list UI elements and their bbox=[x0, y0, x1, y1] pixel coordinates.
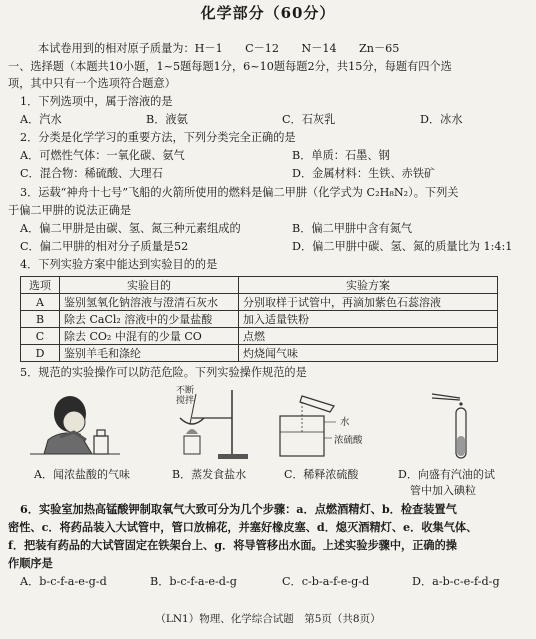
section-header-line1: 一、选择题（本题共10小题，1~5题每题1分，6~10题每题2分，共15分，每题有四个选 bbox=[8, 60, 452, 73]
q2-option-d: D．金属材料：生铁、赤铁矿 bbox=[292, 167, 436, 180]
q6-option-c: C．c-b-a-f-e-g-d bbox=[282, 575, 370, 588]
q3-option-a: A．偏二甲肼是由碳、氢、氮三种元素组成的 bbox=[20, 222, 241, 235]
q2-stem: 2．分类是化学学习的重要方法，下列分类完全正确的是 bbox=[20, 131, 296, 144]
q1-option-d: D．冰水 bbox=[420, 113, 463, 126]
table-cell: A bbox=[21, 294, 60, 311]
table-header-cell: 选项 bbox=[21, 277, 60, 294]
section-header-line2: 项，其中只有一个选项符合题意） bbox=[8, 77, 176, 90]
table-header-row bbox=[21, 277, 498, 294]
table-row bbox=[21, 311, 498, 328]
table-row bbox=[21, 328, 498, 345]
table-cell: 鉴别羊毛和涤纶 bbox=[60, 345, 239, 362]
table-cell: 分别取样于试管中，再滴加紫色石蕊溶液 bbox=[239, 294, 498, 311]
table-header-cell: 实验目的 bbox=[60, 277, 239, 294]
table-cell: 鉴别氢氧化钠溶液与澄清石灰水 bbox=[60, 294, 239, 311]
q6-stem-line1: 6．实验室加热高锰酸钾制取氧气大致可分为几个步骤：a．点燃酒精灯、b．检查装置气 bbox=[20, 502, 457, 516]
q5-caption-c: C．稀释浓硫酸 bbox=[284, 468, 359, 481]
q2-option-a: A．可燃性气体：一氧化碳、氨气 bbox=[20, 149, 185, 162]
q5-caption-b: B．蒸发食盐水 bbox=[172, 468, 247, 481]
q6-stem-line3: f．把装有药品的大试管固定在铁架台上、g．将导管移出水面。上述实验步骤中，正确的操 bbox=[8, 538, 457, 552]
figure-c-label-acid: 浓硫酸 bbox=[334, 435, 363, 446]
q1-option-a: A．汽水 bbox=[20, 113, 62, 126]
q5-caption-a: A．闻浓盐酸的气味 bbox=[34, 468, 130, 481]
q3-option-c: C．偏二甲肼的相对分子质量是52 bbox=[20, 240, 189, 253]
q3-option-b: B．偏二甲肼中含有氮气 bbox=[292, 222, 413, 235]
q3-stem-line2: 于偏二甲肼的说法正确是 bbox=[8, 204, 132, 217]
q6-option-a: A．b-c-f-a-e-g-d bbox=[20, 575, 107, 588]
table-cell: 点燃 bbox=[239, 328, 498, 345]
table-cell: 除去 CO₂ 中混有的少量 CO bbox=[60, 328, 239, 345]
table-header-cell: 实验方案 bbox=[239, 277, 498, 294]
figure-a-smelling bbox=[30, 392, 120, 462]
table-cell: 除去 CaCl₂ 溶液中的少量盐酸 bbox=[60, 311, 239, 328]
q5-caption-d-line2: 管中加入碘粒 bbox=[410, 484, 476, 497]
q3-option-d: D．偏二甲肼中碳、氢、氮的质量比为 1:4:1 bbox=[292, 240, 513, 253]
page-title: 化学部分（60分） bbox=[200, 4, 336, 22]
table-cell: 灼烧闻气味 bbox=[239, 345, 498, 362]
table-row bbox=[21, 345, 498, 362]
q5-caption-d-line1: D．向盛有汽油的试 bbox=[398, 468, 495, 481]
q1-stem: 1．下列选项中，属于溶液的是 bbox=[20, 95, 173, 108]
table-cell: D bbox=[21, 345, 60, 362]
q6-stem-line4: 作顺序是 bbox=[8, 556, 53, 570]
q3-stem-line1: 3．运载“神舟十七号”飞船的火箭所使用的燃料是偏二甲肼（化学式为 C₂H₈N₂）。下列关 bbox=[20, 186, 459, 199]
table-cell: B bbox=[21, 311, 60, 328]
q4-stem: 4．下列实验方案中能达到实验目的的是 bbox=[20, 258, 218, 271]
q6-option-b: B．b-c-f-a-e-d-g bbox=[150, 575, 237, 588]
q2-option-c: C．混合物：稀硫酸、大理石 bbox=[20, 167, 163, 180]
q6-option-d: D．a-b-c-e-f-d-g bbox=[412, 575, 500, 588]
table-cell: 加入适量铁粉 bbox=[239, 311, 498, 328]
q1-option-b: B．液氨 bbox=[146, 113, 188, 126]
table-cell: C bbox=[21, 328, 60, 345]
figure-b-label-stir: 不断搅拌 bbox=[176, 386, 195, 406]
q4-table bbox=[20, 276, 498, 362]
page-footer: （LN1）物理、化学综合试题 第5页（共8页） bbox=[155, 613, 381, 625]
q1-option-c: C．石灰乳 bbox=[282, 113, 336, 126]
q6-stem-line2: 密性、c．将药品装入大试管中，管口放棉花，并塞好橡皮塞、d．熄灭酒精灯、e．收集气体、 bbox=[8, 520, 478, 534]
q5-stem: 5．规范的实验操作可以防范危险。下列实验操作规范的是 bbox=[20, 366, 307, 379]
table-row bbox=[21, 294, 498, 311]
atomic-masses: 本试卷用到的相对原子质量为：H－1 C－12 N－14 Zn－65 bbox=[38, 42, 400, 55]
q2-option-b: B．单质：石墨、钢 bbox=[292, 149, 390, 162]
figure-d-test-tube bbox=[430, 388, 480, 464]
figure-c-label-water: 水 bbox=[340, 417, 350, 428]
